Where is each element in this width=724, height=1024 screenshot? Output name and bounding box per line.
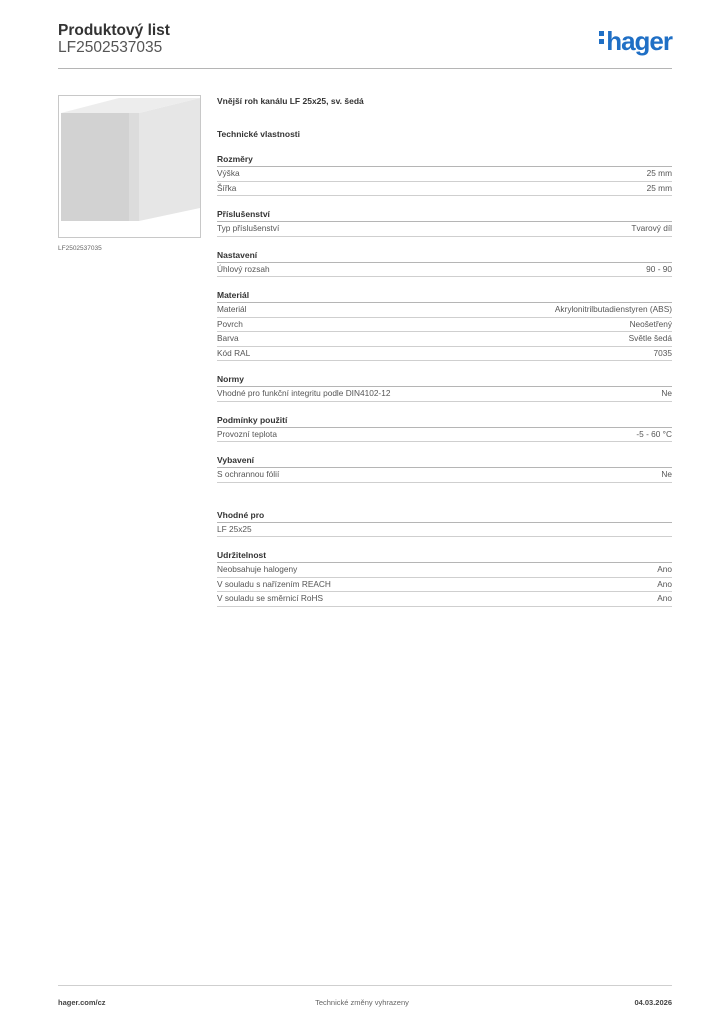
spec-row (217, 563, 672, 578)
product-image (58, 95, 201, 238)
spec-value: Akrylonitrilbutadienstyren (ABS) (554, 304, 672, 314)
spec-label: Neobsahuje halogeny (217, 564, 298, 574)
spec-value: 25 mm (646, 182, 672, 193)
spec-section (217, 209, 672, 237)
spec-row (217, 222, 672, 237)
spec-section (217, 290, 672, 361)
spec-value: Tvarový díl (631, 223, 672, 233)
spec-value: Světle šedá (628, 333, 672, 343)
footer-date: 04.03.2026 (634, 998, 672, 1007)
spec-label: V souladu se směrnicí RoHS (217, 593, 324, 603)
image-caption: LF2502537035 (58, 245, 102, 252)
section-title: Normy (217, 374, 672, 387)
spec-section (217, 550, 672, 607)
section-title: Materiál (217, 290, 672, 303)
spec-value: 90 - 90 (646, 263, 672, 274)
spec-label: S ochrannou fólií (217, 469, 280, 479)
spec-value: Ne (661, 469, 672, 479)
spec-label: Povrch (217, 318, 243, 329)
spec-row (217, 347, 672, 362)
spec-row (217, 578, 672, 593)
spec-row (217, 592, 672, 607)
spec-label: Materiál (217, 304, 247, 314)
footer-divider (58, 985, 672, 986)
spec-value: Ano (657, 564, 672, 574)
spec-value: Ano (657, 593, 672, 603)
spec-label: Vhodné pro funkční integritu podle DIN4102-12 (217, 388, 391, 398)
footer-website: hager.com/cz (58, 998, 106, 1007)
header-divider (58, 68, 672, 69)
spec-label: Úhlový rozsah (217, 263, 270, 274)
footer-note: Technické změny vyhrazeny (315, 998, 409, 1007)
spec-value: -5 - 60 °C (636, 428, 672, 439)
spec-value: Ano (657, 578, 672, 589)
spec-row (217, 263, 672, 278)
spec-label: Provozní teplota (217, 428, 277, 439)
section-title: Podmínky použití (217, 415, 672, 428)
spec-label: V souladu s nařízením REACH (217, 578, 331, 589)
spec-label: Výška (217, 168, 240, 178)
section-title: Rozměry (217, 154, 672, 167)
page-title: Produktový list (58, 22, 170, 39)
spec-section (217, 154, 672, 196)
spec-row (217, 523, 672, 538)
spec-row (217, 303, 672, 318)
spec-row (217, 182, 672, 197)
section-title: Vhodné pro (217, 510, 672, 523)
spec-value: 25 mm (646, 168, 672, 178)
product-code: LF2502537035 (58, 39, 163, 56)
spec-row (217, 167, 672, 182)
spec-section (217, 455, 672, 483)
spec-row (217, 468, 672, 483)
spec-section (217, 374, 672, 402)
section-title: Příslušenství (217, 209, 672, 222)
section-title: Udržitelnost (217, 550, 672, 563)
spec-sections (217, 154, 672, 607)
spec-row (217, 387, 672, 402)
spec-label: Typ příslušenství (217, 223, 280, 233)
spec-section (217, 250, 672, 278)
tech-heading: Technické vlastnosti (217, 129, 300, 139)
specifications (217, 96, 672, 607)
spec-value: 7035 (653, 347, 672, 358)
spec-section (217, 510, 672, 538)
spec-value: Neošetřený (629, 318, 672, 329)
spec-label: LF 25x25 (217, 523, 252, 534)
spec-label: Kód RAL (217, 347, 251, 358)
hager-logo (599, 26, 672, 57)
logo-text: hager (606, 26, 672, 56)
spec-label: Barva (217, 333, 239, 343)
spec-value: Ne (661, 388, 672, 398)
spec-row (217, 318, 672, 333)
spec-row (217, 428, 672, 443)
section-title: Nastavení (217, 250, 672, 263)
spec-row (217, 332, 672, 347)
logo-dots-icon (599, 31, 604, 47)
product-name: Vnější roh kanálu LF 25x25, sv. šedá (217, 96, 364, 106)
section-title: Vybavení (217, 455, 672, 468)
spec-label: Šířka (217, 182, 237, 193)
channel-corner-illustration (59, 96, 200, 237)
spec-section (217, 415, 672, 443)
